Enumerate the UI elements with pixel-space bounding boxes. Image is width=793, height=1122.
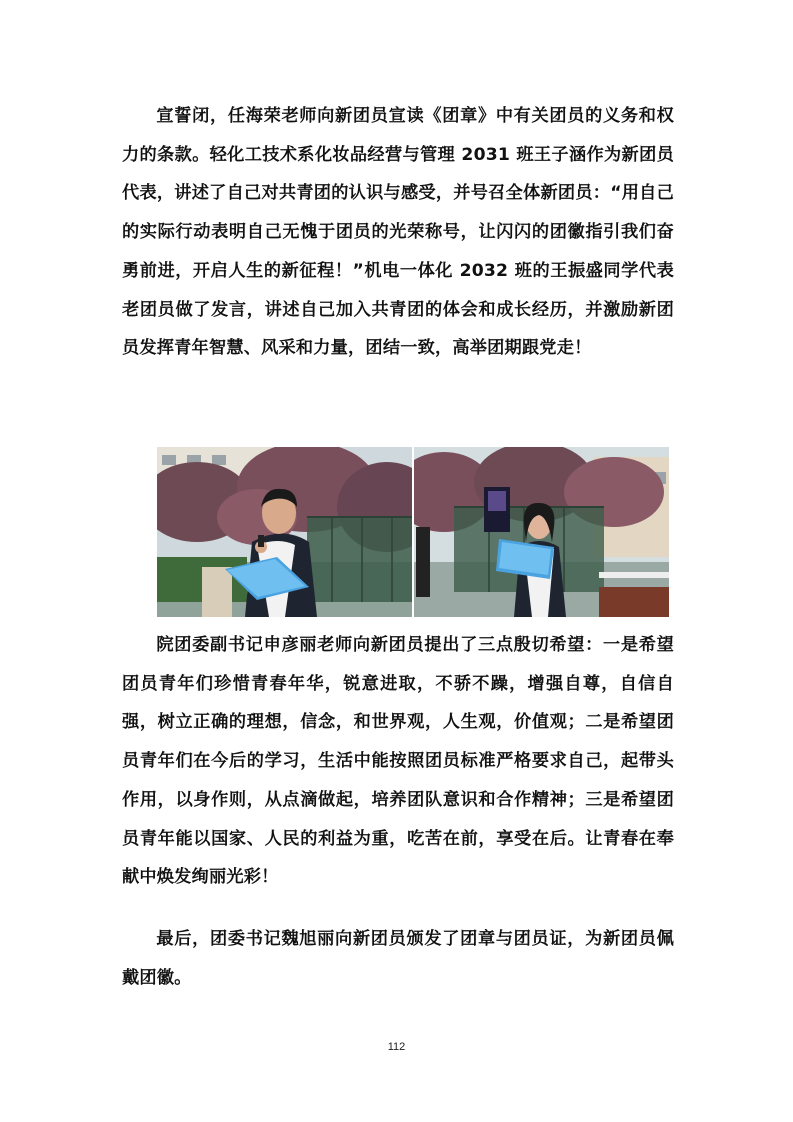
photo-female-student-speaker: [414, 447, 669, 617]
paragraph-2: 院团委副书记申彦丽老师向新团员提出了三点殷切希望：一是希望团员青年们珍惜青春年华，锐意进取，不骄不躁，增强自尊，自信自强，树立正确的理想，信念，和世界观，人生观，价值观；二是希望团员青年们在今后的学习，生活中能按照团员标准严格要求自己，起带头作用，以身作则，从点滴做起，培养团队意识和合作精神；三是希望团员青年能以国家、人民的利益为重，吃苦在前，享受在后。让青春在奉献中焕发绚丽光彩！: [122, 635, 674, 888]
paragraph-1: 宣誓闭，任海荣老师向新团员宣读《团章》中有关团员的义务和权力的条款。轻化工技术系化妆品经营与管理 2031 班王子涵作为新团员代表，讲述了自己对共青团的认识与感受，并号召全体新团员：“用自己的实际行动表明自己无愧于团员的光荣称号，让闪闪的团徽指引我们奋勇前进，开启人生的新征程！”机电一体化 2032 班的王振盛同学代表老团员做了发言，讲述自己加入共青团的体会和成长经历，并激励新团员发挥青年智慧、风采和力量，团结一致，高举团期跟党走！: [122, 106, 674, 359]
paragraph-3: 最后，团委书记魏旭丽向新团员颁发了团章与团员证，为新团员佩戴团徽。: [122, 929, 674, 988]
photo-strip: [157, 447, 669, 617]
photo-male-student-speaker: [157, 447, 412, 617]
page-number: 112: [387, 1041, 406, 1053]
